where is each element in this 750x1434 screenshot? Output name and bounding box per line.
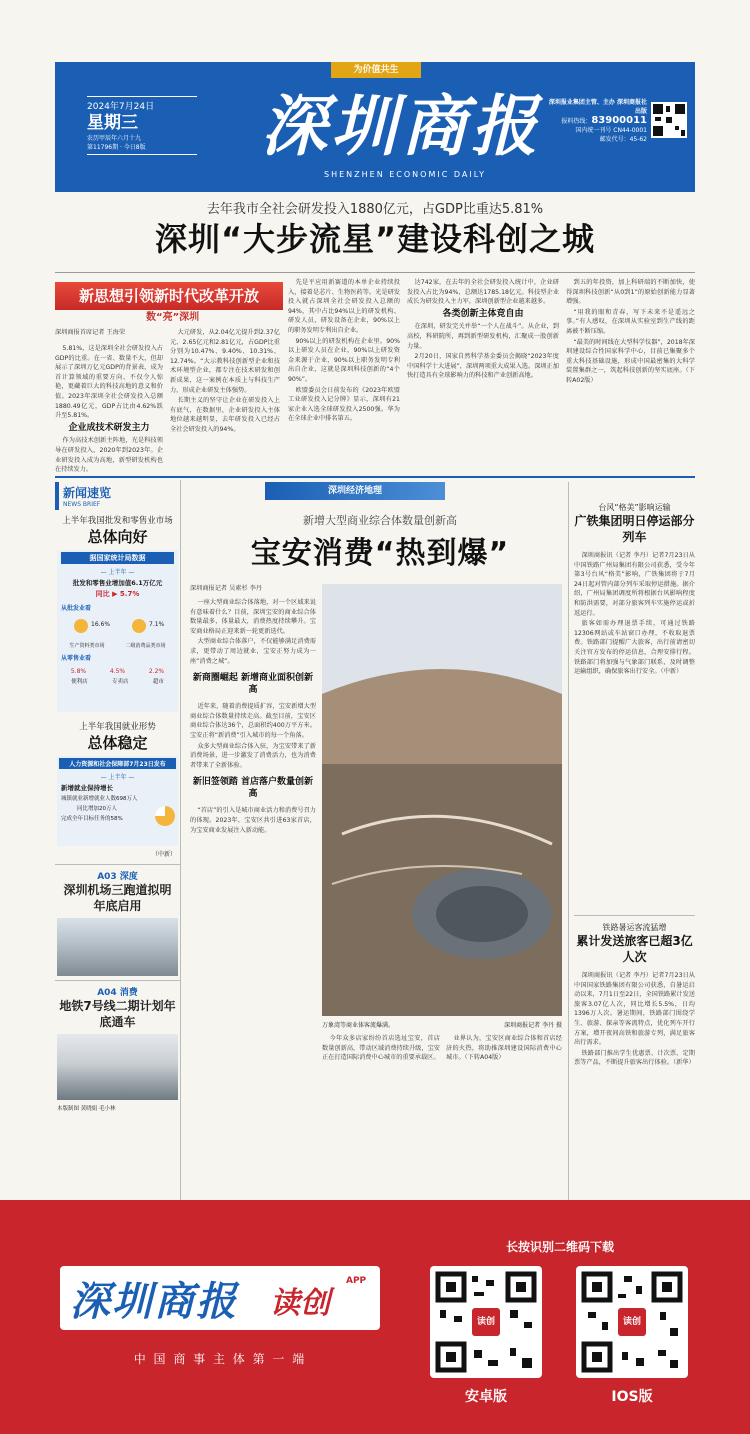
mall-photo-credit: 深圳商报记者 李丹 摄 [504,1022,562,1029]
brief2-head: 总体稳定 [87,734,148,752]
pct-label: 4.5% [109,668,126,675]
lead-col2-text: 大元研发，从2.04亿元提升到2.37亿元、2.65亿元和2.81亿元，占GDP比重分别为10.47%、9.40%、10.31%、12.74%。“大示教科技创新型企业和技术环境型企业，都专注在技术研发和创新成果，这一案例在本质上与科技生产力，形成企业研发主体强势。 [170,329,280,394]
pct-label: 5.8% [70,668,87,675]
lead-subhead: 去年我市全社会研发投入1880亿元，占GDP比重达5.81% [206,202,544,217]
feature-col1-sub2: 新旧签领踏 首店落户数量创新高 [192,777,314,800]
brief2-tag: 人力资源和社会保障部7月23日发布 [59,758,176,769]
right-divider [574,915,695,916]
feature-col2-text: 今年众多店家纷纷首店选址宝安，首店数量创新高，带动区域消费持续升级，宝安正在打造国际消费中心城市的重要承载区。 [322,1035,440,1062]
lead-col5 [566,278,695,474]
right-kicker1: 台风“格美”影响运输 [598,503,671,512]
masthead-slogan: 为价值共生 [331,62,421,78]
feature-section-tag [265,482,445,500]
weekday: 星期三 [87,113,138,133]
brief2-stat: 新增就业保持增长 [61,784,113,792]
right-body1b-text: 旅客如需办理退票手续，可通过铁路12306网站或车站窗口办理，不收取退票费。铁路部门提醒广大旅客，出行前请密切关注官方发布的停运信息，合理安排行程。铁路部门将加强与气象部门联系，及时调整运输组织，确保旅客出行安全。（中新） [574,620,695,676]
pct-label: 2.2% [148,668,165,675]
android-label: 安卓版 [465,1389,507,1405]
hotline-label: 报料热线： [561,118,592,125]
brief3[interactable] [55,864,180,976]
publisher-info [547,98,647,144]
app-logo-card [60,1266,380,1330]
mall-atrium-illustration [322,584,562,1016]
ios-label: IOS版 [611,1389,653,1405]
ios-qr-brand: 读创 [622,1317,641,1327]
legend-item: 超市 [152,679,164,685]
feature-col1d-text: 众多大型商业综合体入驻，为宝安带来了新消费场景，进一步激发了消费活力，也为消费者带来了全新体验。 [190,742,316,769]
reform-banner-sub: 数“亮”深圳 [146,312,200,323]
lead-col4-text: 达742家，在去年的全社会研发投入统计中，企业研发投入占比为94%，总额达1785.18亿元。科技型企业成长为研发投入主力军，深圳创新型企业越来越多。 [407,279,559,306]
lead-col2b-text: 长期主义的坚守让企业在研发投入上有底气，在数据里，企业研发投入主体地位越来越明显，去年研发投入已经占全社会研发投入的94%。 [170,397,280,433]
masthead-logo: 深圳商报 [261,87,541,165]
android-qr-code[interactable] [430,1266,542,1378]
brief1-row1-bars [61,612,174,642]
app-promo-panel [0,1200,750,1434]
brief1-row2-legend [59,677,176,685]
lead-col4 [407,278,559,474]
feature-col1-sub: 新商圈崛起 新增商业面积创新高 [192,673,314,696]
right-head2: 累计发送旅客已超3亿人次 [576,934,693,964]
brief1-infographic [57,550,178,712]
legend-item: 专卖店 [111,679,129,685]
lead-col4-sub: 各类创新主体竞自由 [442,308,524,319]
right-kicker2: 铁路暑运客流猛增 [602,923,667,932]
brief1-top: 上半年我国批发和零售业市场 [62,516,173,526]
brief2-infographic [57,756,178,846]
lead-col1-text: 5.81%，这是深圳全社会研发投入占GDP的比重。在一省、数量不大，但却展示了深圳万亿元GDP的背景表，成为首计算领域的重要方向、不仅令人惊艳，更藏着巨大的科技高地的意义和价值。2023年深圳全社会研发投入总额1880.49亿元，GDP占比由4.62%跃升至5.81%。 [55,345,163,420]
date-box [87,96,197,158]
brief1-row2: 从零售业看 [61,655,92,662]
lead-col3b-text: 90%以上的研发机构在企业里。90%以上研发人员在企业，90%以上研发资金来源于企业，90%以上职务发明专利出自企业，这就是深圳科技创新的“4个90%”。 [288,337,400,383]
brief4[interactable] [55,980,180,1112]
brief2-source: （中新） [151,851,176,858]
brief2-line1: 城镇就业新增就业人数698万人 [61,796,138,802]
brief1-head: 总体向好 [87,528,148,546]
brief1-tag: 据国家统计局数据 [61,552,174,564]
feature-subhead: 新增大型商业综合体数量创新高 [303,514,457,527]
airport-photo [57,918,178,976]
feature-col3-text: 业界认为，宝安区商业综合体和首店经济的火热，将助推深圳建设国际消费中心城市。（下转A04版） [446,1035,562,1062]
pct-marker-icon [132,619,146,633]
feature-section-label: 深圳经济地理 [327,486,382,496]
brief2-top: 上半年我国就业形势 [79,722,156,732]
photo-caption: 本版制图 黄晓娟 毛小林 [57,1106,116,1112]
lead-col4c-text: 2月20日，国家自然科学基金委员会揭晓“2023年度中国科学十大进展”，深圳两项重大成果入选。深圳正加快打造具有全球影响力的科技和产业创新高地。 [407,353,559,380]
lead-col1-sub: 企业成技术研发主力 [68,422,150,433]
legend-item: 二级消费品类市场 [125,643,166,649]
post-code: 邮发代号：45-62 [599,136,647,143]
pct-label: 7.1% [149,621,165,628]
legend-item: 便利店 [71,679,88,685]
brief1-row1: 从批发业看 [61,605,92,612]
right-body1 [574,551,695,911]
lead-col3 [288,278,400,474]
lead-col5b-text: “用我的眼和青春，写下未来不是遥远之事。”有人感叹，在深圳从实验室到生产线的距离被不断压缩。 [566,308,695,335]
brief2-line2: 同比增加20万人 [77,806,117,812]
mall-photo-caption: 万象湾等商业体客流爆满。 [322,1022,395,1029]
brief3-head: 深圳机场三跑道拟明年底启用 [63,883,172,913]
masthead [55,62,695,192]
lead-col3-text: 先是平应用新赛道的本单企业持续投入，接着是芯片、生物医药等。光是研发投入就占深圳全社会研发投入总额的94%，其中占比94%以上的研发机构、研发人员，研发设备在企业，90%以上的职务发明专利出自企业。 [288,279,400,334]
android-qr-brand: 读创 [476,1317,495,1327]
brief1-row1-legend [59,642,176,649]
lead-col1 [55,344,163,474]
app-slogan: 中 国 商 事 主 体 第 一 端 [133,1352,307,1366]
news-brief-title: 新闻速览 [63,486,112,500]
masthead-qr-icon[interactable] [651,102,687,138]
feature-byline: 深圳商报记者 吴素杉 李丹 [190,585,262,592]
metro-train-photo [57,1034,178,1100]
lead-col4b-text: 在深圳，研发完关并举“一个人在战斗”。从企业，到高校，科研院所，再到新型研发机构，汇聚成一股创新力量。 [407,323,559,350]
brief1-growth: 同比 ▶ 5.7% [95,590,140,598]
pie-progress-icon [153,804,177,828]
lead-byline: 深圳商报首席记者 王海荣 [55,329,126,336]
hotline: 83900011 [591,115,647,126]
cn-number: 国内统一刊号 CN44-0001 [575,127,647,134]
publisher: 深圳报业集团主管、主办 深圳商报社出版 [548,99,647,115]
section-rule [55,476,695,478]
pct-label: 16.6% [91,621,111,628]
reform-banner: 新思想引领新时代改革开放 [55,282,283,310]
brief1-stat: 批发和零售业增加值6.1万亿元 [72,579,163,587]
feature-headline: 宝安消费“热到爆” [250,536,510,571]
mall-photo-caption-line [322,1020,562,1029]
lead-headline: 深圳“大步流星”建设科创之城 [154,220,596,258]
mall-photo [322,584,562,1016]
lead-col3c-text: 欧盟委员会日前发布的《2023年欧盟工业研发投入记分牌》显示，深圳有21家企业入选全球研发投入2500强。华为在全球企业中排名第五。 [288,386,400,423]
ios-qr-code[interactable] [576,1266,688,1378]
issue: 第11796期 · 今日8版 [87,143,197,155]
right-column [574,482,695,1322]
app-logo-main: 深圳商报 [70,1278,238,1325]
legend-item: 生产资料类市场 [69,643,105,649]
news-brief-title-en: NEWS BRIEF [63,501,101,508]
brief2-line3: 完成全年目标任务的58% [61,816,123,822]
divider [55,272,695,273]
right-head1: 广铁集团明日停运部分列车 [574,514,695,544]
date: 2024年7月24日 [87,96,197,112]
pct-marker-icon [74,619,88,633]
news-brief-header [55,482,180,510]
right-body2-text: 深圳商报讯（记者 李丹）记者7月23日从中国国家铁路集团有限公司获悉，自暑运启动以来，7月1日至22日，全国铁路累计发送旅客3.07亿人次，同比增长5.5%，日均1396万人次。暑运期间，铁路部门围绕学生、旅游、探亲等客流特点，优化列车开行方案，增开夜间高铁和旅游专列，满足旅客出行需求。 [574,972,695,1047]
feature-col1c-text: 近年来，随着消费提质扩容，宝安新增大型商业综合体数量持续走高。截至目前，宝安区商业综合体达36个，总面积约400万平方米。宝安正将“新消费”引入城市的每一个角落。 [190,703,316,739]
brief1-row2-values [59,668,176,675]
masthead-english: SHENZHEN ECONOMIC DAILY [324,170,486,179]
right-body2b-text: 铁路部门推出学生优惠票、计次票、定期票等产品，不断提升旅客出行体验。（新华） [574,1049,695,1067]
brief1-period: — 上半年 — [100,569,135,576]
feature-col1-text: 一座大型商业综合体落地，对一个区域来说有意味着什么？目前，深圳宝安的商业综合体数量最多，体量最大，消费热度持续攀升。宝安商业格局正迎来新一轮更新迭代。 [190,599,316,635]
download-prompt: 长按识别二维码下载 [505,1240,614,1254]
brief4-head: 地铁7号线二期计划年底通车 [59,999,176,1029]
right-body1-text: 深圳商报讯（记者 李丹）记者7月23日从中国铁路广州局集团有限公司获悉，受今年第3号台风“格美”影响，广铁集团将于7月24日起对管内部分列车采取停运措施。据介绍，广州局集团调度所将根据台风影响程度和防洪需要，对部分旅客列车实施停运或折返运行。 [574,552,695,617]
app-logo-sup: APP [346,1276,367,1286]
brief2-period: — 上半年 — [100,774,135,781]
brief3-tag: A03 深度 [97,872,138,882]
lead-col5c-text: “最美的时间线在大型科学仪器”，2018年深圳建设综合性国家科学中心，目前已集聚多个重大科技基础设施，形成中国最密集的大科学装置集群之一，筑起科技创新的坚实底座。（下转A02版） [566,338,695,384]
lead-col1b-text: 作为高技术创新主阵地，光是科技领导在研发投入，2020年到2023年。企业研发投入成为高地，新型研发机构也在持续发力。 [55,437,163,474]
feature-col1e-text: “首店”的引入是城市商业活力和消费号召力的体现。2023年，宝安区共引进63家首店，为宝安商业发展注入新动能。 [190,807,316,834]
lead-col5-text: 到五的年投资，加上科研端的不断加快，使得深圳科技创新“从0到1”的原始创新能力显著增强。 [566,279,695,306]
feature-col1b-text: 大型商业综合体落户，不仅能够满足消费需求，更带动了周边就业，宝安正努力成为一座“消费之城”。 [190,638,316,665]
lunar: 农历甲辰年六月十九 [87,135,142,142]
hotline-line [547,116,647,126]
app-logo-app: 读创 [270,1286,330,1321]
lead-col2 [170,328,280,474]
brief4-tag: A04 消费 [97,988,138,998]
column-divider [568,482,569,1322]
